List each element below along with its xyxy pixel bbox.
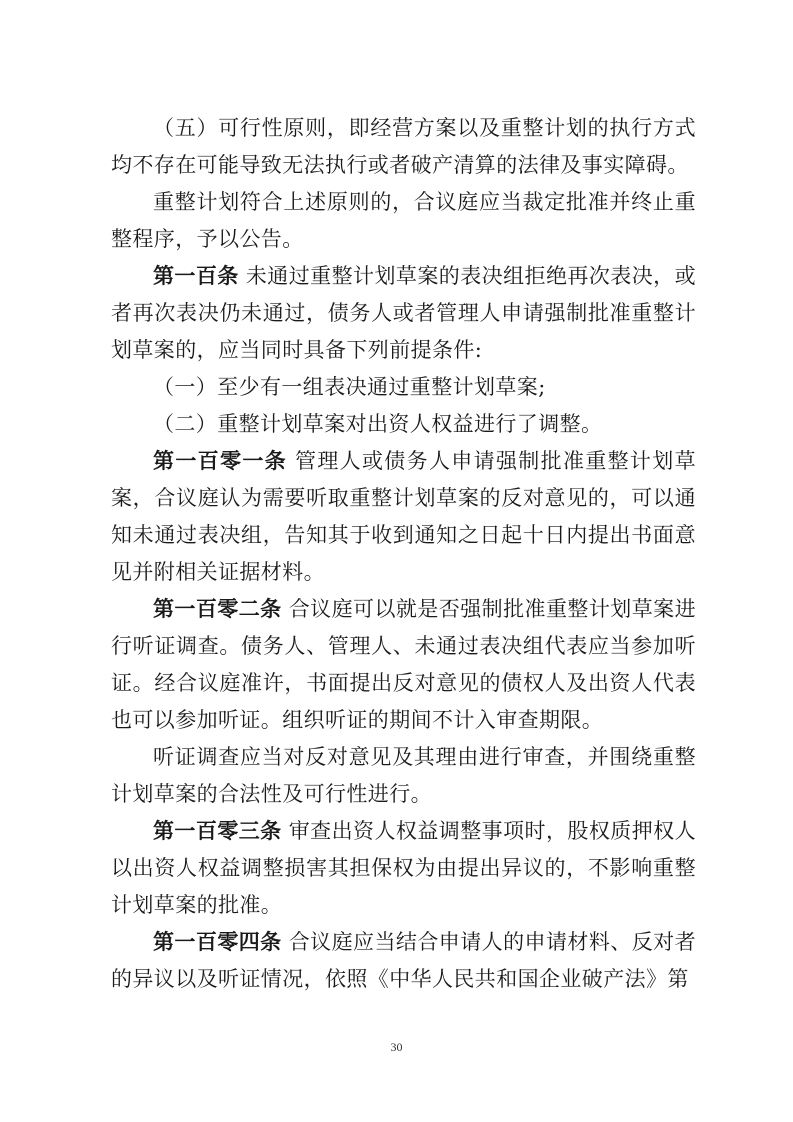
paragraph-text: （二）重整计划草案对出资人权益进行了调整。 xyxy=(153,412,603,436)
paragraph-hearing-review xyxy=(111,739,696,813)
paragraph-text: 听证调查应当对反对意见及其理由进行审查，并围绕重整计划草案的合法性及可行性进行。 xyxy=(111,745,696,806)
paragraph-text: 未通过重整计划草案的表决组拒绝再次表决，或者再次表决仍未通过，债务人或者管理人申请强制批准重整计划草案的，应当同时具备下列前提条件: xyxy=(111,264,696,362)
paragraph-condition-1 xyxy=(111,369,696,406)
paragraph-text: 合议庭应当结合申请人的申请材料、反对者的异议以及听证情况，依照《中华人民共和国企业破产法》第 xyxy=(111,930,696,991)
paragraph-article-101 xyxy=(111,443,696,591)
paragraph-article-103 xyxy=(111,813,696,924)
paragraph-text: 管理人或债务人申请强制批准重整计划草案，合议庭认为需要听取重整计划草案的反对意见的，可以通知未通过表决组，告知其于收到通知之日起十日内提出书面意见并附相关证据材料。 xyxy=(111,449,696,584)
article-heading: 第一百零三条 xyxy=(153,819,282,843)
paragraph-feasibility-principle xyxy=(111,110,696,184)
article-heading: 第一百零四条 xyxy=(153,930,282,954)
paragraph-text: 合议庭可以就是否强制批准重整计划草案进行听证调查。债务人、管理人、未通过表决组代表应当参加听证。经合议庭准许，书面提出反对意见的债权人及出资人代表也可以参加听证。组织听证的期间不计入审查期限。 xyxy=(111,597,696,732)
paragraph-article-102 xyxy=(111,591,696,739)
paragraph-text: （五）可行性原则，即经营方案以及重整计划的执行方式均不存在可能导致无法执行或者破产清算的法律及事实障碍。 xyxy=(111,116,696,177)
paragraph-approval xyxy=(111,184,696,258)
paragraph-text: 审查出资人权益调整事项时，股权质押权人以出资人权益调整损害其担保权为由提出异议的，不影响重整计划草案的批准。 xyxy=(111,819,696,917)
paragraph-text: （一）至少有一组表决通过重整计划草案; xyxy=(153,375,546,399)
article-heading: 第一百零一条 xyxy=(153,449,287,473)
paragraph-article-100 xyxy=(111,258,696,369)
article-heading: 第一百零二条 xyxy=(153,597,282,621)
paragraph-text: 重整计划符合上述原则的，合议庭应当裁定批准并终止重整程序，予以公告。 xyxy=(111,190,696,251)
page-body xyxy=(111,110,696,998)
article-heading: 第一百条 xyxy=(153,264,239,288)
paragraph-article-104 xyxy=(111,924,696,998)
paragraph-condition-2 xyxy=(111,406,696,443)
page-number: 30 xyxy=(390,1040,403,1054)
